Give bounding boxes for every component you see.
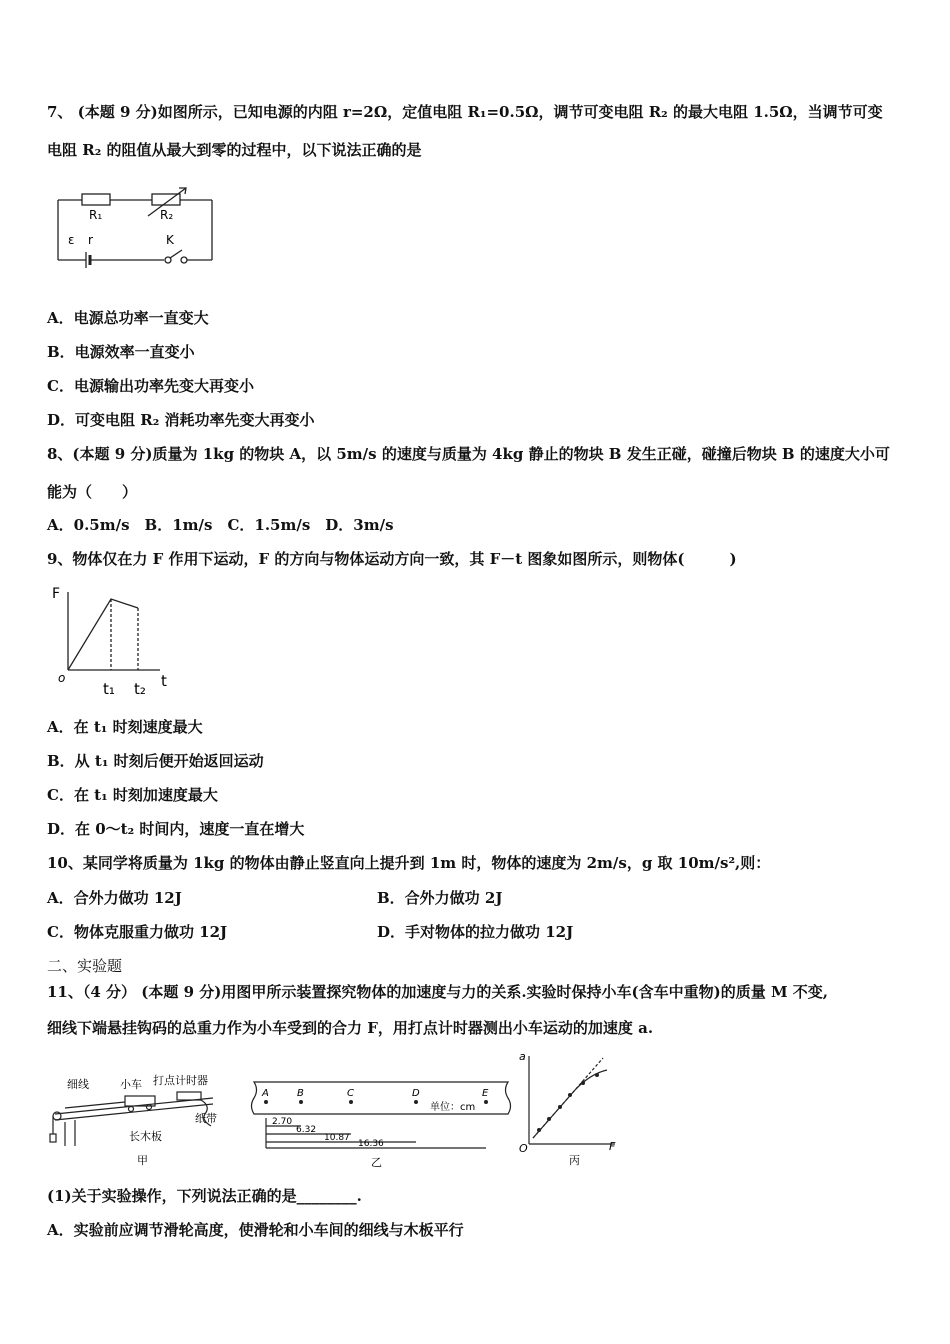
q9-option-c: C．在 t₁ 时刻加速度最大 <box>47 786 218 804</box>
tape-d3: 10.87 <box>324 1133 350 1143</box>
q11-option-a: A．实验前应调节滑轮高度，使滑轮和小车间的细线与木板平行 <box>47 1221 464 1239</box>
q7-option-d: D．可变电阻 R₂ 消耗功率先变大再变小 <box>47 411 315 429</box>
q9-option-a: A．在 t₁ 时刻速度最大 <box>47 718 203 736</box>
tape-d2: 6.32 <box>296 1125 317 1135</box>
label-tape: 纸带 <box>195 1112 217 1125</box>
q11-figure-tape <box>246 1078 516 1168</box>
q9-stem: 9、物体仅在力 F 作用下运动，F 的方向与物体运动方向一致，其 F－t 图象如图所示，则物体( ) <box>47 550 737 568</box>
q9-option-b: B．从 t₁ 时刻后便开始返回运动 <box>47 752 264 770</box>
graph-ylabel: F <box>52 586 61 602</box>
q11-figure-apparatus <box>45 1072 245 1170</box>
label-cart: 小车 <box>120 1078 142 1091</box>
q7-option-a: A．电源总功率一直变大 <box>47 309 209 327</box>
label-rope: 细线 <box>67 1078 89 1091</box>
graph-t2: t₂ <box>134 680 146 698</box>
tape-point-b: B <box>297 1088 304 1099</box>
tape-point-d: D <box>412 1088 420 1099</box>
q8-stem-line1: 8、(本题 9 分)质量为 1kg 的物块 A，以 5m/s 的速度与质量为 4kg 静止的物块 B 发生正碰，碰撞后物块 B 的速度大小可 <box>47 445 890 463</box>
q10-option-b: B．合外力做功 2J <box>377 889 503 907</box>
q10-option-c: C．物体克服重力做功 12J <box>47 923 228 941</box>
caption-bing: 丙 <box>569 1154 580 1167</box>
graph-origin-o: O <box>519 1142 528 1155</box>
q11-stem-line1: 11、（4 分） (本题 9 分)用图甲所示装置探究物体的加速度与力的关系.实验时保持小车(含车中重物)的质量 M 不变, <box>47 983 829 1001</box>
q9-option-d: D．在 0～t₂ 时间内，速度一直在增大 <box>47 820 305 838</box>
q11-figure-a-f-graph <box>515 1048 625 1170</box>
graph-f-label: F <box>609 1140 616 1153</box>
label-board: 长木板 <box>129 1130 162 1143</box>
section-heading-experiment: 二、实验题 <box>47 957 123 975</box>
graph-origin: o <box>58 671 66 685</box>
graph-xlabel: t <box>161 672 167 690</box>
q10-option-d: D．手对物体的拉力做功 12J <box>377 923 574 941</box>
q7-stem-line1: 7、 (本题 9 分)如图所示，已知电源的内阻 r=2Ω，定值电阻 R₁=0.5Ω，调节可变电阻 R₂ 的最大电阻 1.5Ω，当调节可变 <box>47 103 883 121</box>
q8-options: A．0.5m/s B．1m/s C．1.5m/s D．3m/s <box>47 516 394 534</box>
q7-option-c: C．电源输出功率先变大再变小 <box>47 377 254 395</box>
tape-unit: 单位：cm <box>430 1102 476 1113</box>
label-r1: R₁ <box>89 208 103 222</box>
label-internal-r: r <box>88 233 93 247</box>
q11-stem-line2: 细线下端悬挂钩码的总重力作为小车受到的合力 F，用打点计时器测出小车运动的加速度 a. <box>47 1019 654 1037</box>
label-r2: R₂ <box>160 208 174 222</box>
tape-d4: 16.36 <box>358 1139 384 1149</box>
caption-yi: 乙 <box>371 1156 382 1168</box>
tape-point-c: C <box>347 1088 354 1099</box>
q11-sub1: (1)关于实验操作，下列说法正确的是________. <box>47 1187 362 1205</box>
tape-point-a: A <box>262 1088 269 1099</box>
q10-option-a: A．合外力做功 12J <box>47 889 182 907</box>
q10-stem: 10、某同学将质量为 1kg 的物体由静止竖直向上提升到 1m 时，物体的速度为 2m/s，g 取 10m/s²,则： <box>47 854 771 872</box>
tape-d1: 2.70 <box>272 1117 293 1127</box>
q8-stem-line2: 能为（ ） <box>47 483 138 501</box>
graph-a-label: a <box>519 1050 526 1063</box>
tape-point-e: E <box>482 1088 489 1099</box>
label-switch: K <box>166 233 174 247</box>
q7-circuit-diagram <box>52 182 222 274</box>
q7-stem-line2: 电阻 R₂ 的阻值从最大到零的过程中，以下说法正确的是 <box>47 141 422 159</box>
q7-option-b: B．电源效率一直变小 <box>47 343 195 361</box>
label-timer: 打点计时器 <box>153 1074 208 1087</box>
q9-f-t-graph <box>48 582 188 702</box>
caption-jia: 甲 <box>137 1154 148 1167</box>
graph-t1: t₁ <box>103 680 115 698</box>
label-emf: ε <box>68 233 75 247</box>
